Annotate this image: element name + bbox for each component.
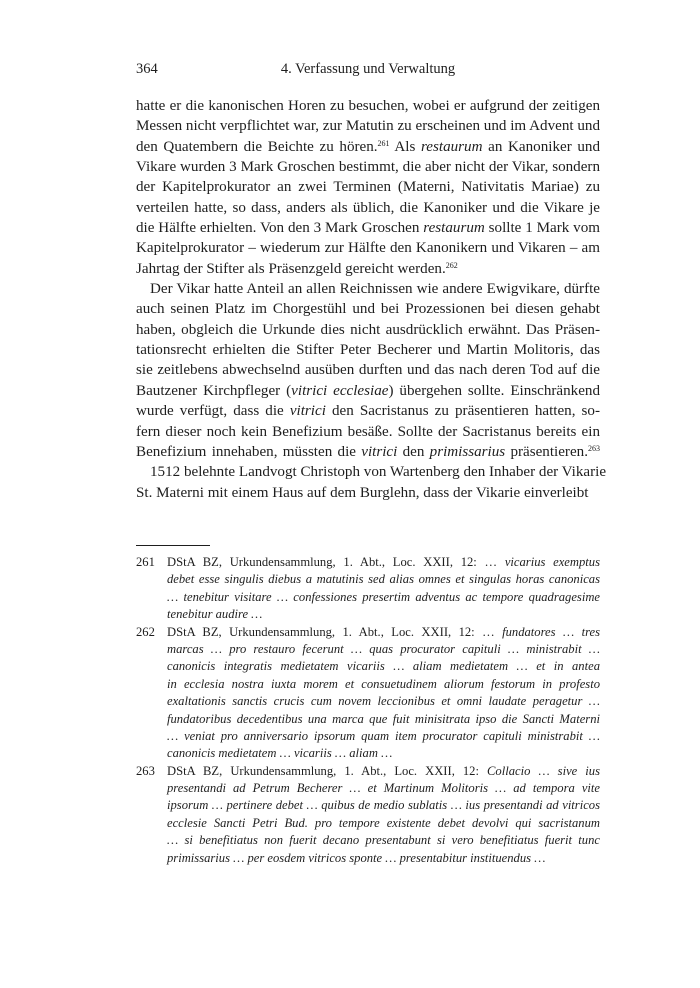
italic-text: vitrici ecclesiae: [291, 382, 389, 399]
footnote: [136, 624, 600, 763]
footnote-ref: 263: [587, 443, 600, 453]
text-run: DStA BZ, Urkundensammlung, 1. Abt., Loc. XXII, 12:: [167, 763, 488, 778]
footnote-line: [167, 780, 600, 797]
footnote-line: [167, 693, 600, 710]
italic-text: … tenebitur visitare … confessiones presertim adventus ac tempore quadragesime: [167, 589, 600, 604]
italic-text: presentandi ad Petrum Becherer … et Martinum Molitoris … ad tempora vite: [167, 781, 600, 796]
text-line: [136, 137, 600, 157]
page-number: 364: [136, 61, 158, 77]
italic-text: vitrici: [361, 443, 398, 460]
text-run: tationsrecht erhielten die Stifter Peter Becherer und Martin Molitoris, das: [136, 342, 600, 359]
text-run: wurde verfügt, dass die: [136, 403, 290, 420]
footnote-line: [167, 571, 600, 588]
footnote-ref: 261: [377, 138, 390, 148]
footnote-line: [167, 815, 600, 832]
text-run: präsentieren.: [505, 443, 588, 460]
text-run: auch seinen Platz im Chorgestühl und bei Prozessionen bei diesen gehabt: [136, 301, 600, 318]
footnote-line: [167, 658, 600, 675]
text-run: den: [397, 443, 430, 460]
footnote-number: 263: [136, 763, 155, 778]
italic-text: … si benefitiatus non fuerit decano presentabunt si vero benefitiatus fuerit tunc: [167, 833, 600, 848]
text-run: der Kapitelprokurator an zwei Terminen (Materni, Nativitatis Mariae) zu: [136, 179, 600, 196]
text-line: [136, 259, 600, 279]
italic-text: marcas … pro restauro fecerunt … quas procurator capituli … ministrabit …: [167, 641, 600, 656]
footnote-line: [167, 832, 600, 849]
body-text: [136, 96, 607, 503]
text-run: DStA BZ, Urkundensammlung, 1. Abt., Loc. XXII, 12: …: [167, 624, 503, 639]
text-run: Benefizium innehaben, müssten die: [136, 443, 362, 460]
footnote-line: [167, 676, 600, 693]
text-line: [136, 299, 600, 319]
italic-text: primissarius … per eosdem vitricos sponte … presentabitur instituendus …: [167, 850, 546, 865]
footnote-separator: [136, 545, 210, 546]
italic-text: ecclesie Sancti Petri Bud. pro tempore existente debet devolvi qui sacristanum: [167, 815, 600, 830]
text-run: Kapitelprokurator – wiederum zur Hälfte den Kanonikern und Vikaren – am: [136, 240, 600, 257]
footnote-line: [167, 728, 600, 745]
text-run: haben, obgleich die Urkunde dies nicht ausdrücklich erwähnt. Das Präsen-: [136, 321, 600, 338]
footnote-line: [167, 763, 600, 780]
text-line: [136, 96, 600, 116]
text-line: [136, 198, 600, 218]
text-run: Bautzener Kirchpfleger (: [136, 382, 292, 399]
footnote-line: [167, 850, 600, 867]
text-run: hatte er die kanonischen Horen zu besuchen, wobei er aufgrund der zeitigen: [136, 98, 600, 114]
footnote-line: [167, 641, 600, 658]
footnote-number: 262: [136, 624, 155, 639]
footnotes: [136, 554, 600, 867]
text-run: verteilen hatte, so dass, anders als üblich, die Kanoniker und die Vikare je: [136, 199, 600, 216]
italic-text: in ecclesia nostra iuxta morem et consuetudinem aliorum festorum in profesto: [167, 676, 600, 691]
italic-text: tenebitur audire …: [167, 607, 263, 622]
footnote-line: [167, 711, 600, 728]
footnote-number: 261: [136, 555, 155, 569]
text-run: DStA BZ, Urkundensammlung, 1. Abt., Loc. XXII, 12: …: [167, 555, 505, 569]
text-run: Der Vikar hatte Anteil an allen Reichnissen wie andere Ewigvikare, dürfte: [150, 281, 600, 298]
text-run: den Sacristanus zu präsentieren hatten, so-: [325, 403, 601, 420]
text-run: St. Materni mit einem Haus auf dem Burglehn, dass der Vikarie einverleibt: [136, 484, 589, 501]
text-line: [136, 462, 607, 482]
italic-text: vitrici: [289, 403, 326, 420]
italic-text: ipsorum … pertinere debet … quibus de medio sublatis … ius presentandi ad vitricos: [167, 798, 600, 813]
page-header: [136, 61, 600, 83]
text-run: Messen nicht verpflichtet war, zur Matutin zu erscheinen und im Advent und: [136, 118, 600, 135]
italic-text: canonicis integratis medietatem vicariis … aliam medietatem … et in antea: [167, 659, 600, 674]
text-run: Jahrtag der Stifter als Präsenzgeld gereicht werden.: [136, 260, 446, 277]
footnote-line: [167, 797, 600, 814]
italic-text: restaurum: [420, 138, 483, 155]
text-run: Als: [389, 138, 421, 155]
text-line: [136, 218, 600, 238]
text-line: [136, 381, 600, 401]
text-line: [136, 422, 600, 442]
text-line: [136, 116, 600, 136]
text-line: [136, 340, 600, 360]
text-run: ) übergehen sollte. Einschränkend: [388, 382, 601, 399]
italic-text: fundatores … tres: [502, 624, 601, 639]
text-run: den Quatembern die Beichte zu hören.: [136, 138, 378, 155]
footnote-line: [167, 606, 600, 623]
text-line: [136, 279, 600, 299]
footnote-ref: 262: [445, 260, 458, 270]
text-run: an Kanoniker und: [482, 138, 601, 155]
text-run: die Hälfte erhielten. Von den 3 Mark Groschen: [136, 220, 424, 237]
text-line: [136, 177, 600, 197]
text-line: [136, 360, 600, 380]
italic-text: debet esse singulis diebus a matutinis sed alias omnes et singulas horas canonicas: [167, 572, 600, 587]
text-line: [136, 401, 600, 421]
italic-text: restaurum: [423, 220, 485, 237]
italic-text: exaltationis sanctis crucis cum novem leccionibus et omni laudate peragetur …: [167, 694, 600, 709]
footnote-line: [167, 589, 600, 606]
text-run: sie zeitlebens abwechselnd ausüben durften und das nach deren Tod auf die: [136, 362, 600, 379]
italic-text: fundatoribus decedentibus una marca que fuit minisitrata ipso die Sancti Materni: [167, 711, 600, 726]
text-run: sollte 1 Mark vom: [484, 220, 601, 237]
text-line: [136, 483, 600, 503]
text-line: [136, 238, 600, 258]
footnote: [136, 763, 600, 867]
footnote: [136, 554, 600, 624]
text-line: [136, 320, 600, 340]
italic-text: … veniat pro anniversario ipsorum quam item procurator capituli ministrabit …: [167, 728, 600, 743]
text-line: [136, 442, 600, 462]
text-line: [136, 157, 600, 177]
text-run: Vikare wurden 3 Mark Groschen bestimmt, die aber nicht der Vikar, sondern: [136, 159, 600, 176]
footnote-line: [167, 745, 600, 762]
italic-text: Collacio … sive ius: [487, 763, 600, 778]
text-run: fern dieser noch kein Benefizium besäße. Sollte der Sacristanus bereits ein: [136, 423, 600, 440]
running-head: 4. Verfassung und Verwaltung: [280, 61, 456, 77]
italic-text: primissarius: [429, 443, 506, 460]
italic-text: vicarius exemptus: [504, 555, 600, 569]
footnote-line: [167, 554, 600, 571]
italic-text: canonicis medietatem … vicariis … aliam …: [167, 746, 393, 761]
footnote-line: [167, 624, 600, 641]
text-run: 1512 belehnte Landvogt Christoph von Wartenberg den Inhaber der Vikarie: [150, 464, 607, 481]
